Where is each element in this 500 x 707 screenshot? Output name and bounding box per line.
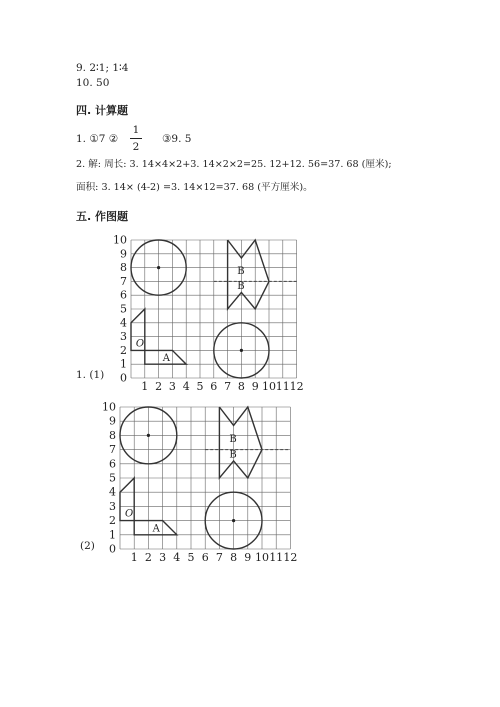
shape-b xyxy=(219,407,262,478)
x-tick-label: 4 xyxy=(182,380,190,393)
x-tick-label: 3 xyxy=(159,551,167,564)
y-tick-label: 7 xyxy=(120,274,127,288)
y-tick-label: 2 xyxy=(109,514,116,528)
x-tick-label: 8 xyxy=(237,380,245,393)
q2-perimeter: 2. 解: 周长: 3. 14×4×2+3. 14×2×2=25. 12+12. 56=37. 68 (厘米); xyxy=(76,159,392,170)
x-tick-label: 11 xyxy=(269,551,284,564)
y-tick-label: 1 xyxy=(120,357,127,371)
y-tick-label: 9 xyxy=(120,247,127,261)
circle-center-dot xyxy=(147,434,150,437)
q1-answer-suffix: ③9. 5 xyxy=(162,133,192,145)
y-tick-label: 6 xyxy=(109,457,116,471)
x-tick-label: 6 xyxy=(210,380,218,393)
x-tick-label: 2 xyxy=(144,551,152,564)
y-tick-label: 6 xyxy=(120,288,127,302)
point-o-label: O xyxy=(135,338,145,350)
x-tick-label: 7 xyxy=(224,380,232,393)
shape-b-label-top: B xyxy=(237,265,245,277)
q1-fraction-denominator: 2 xyxy=(132,141,140,153)
x-tick-label: 5 xyxy=(196,380,204,393)
q2-area: 面积: 3. 14× (4-2) =3. 14×12=37. 68 (平方厘米)。 xyxy=(76,182,313,193)
figure-2-label: (2) xyxy=(80,540,95,552)
point-o-label: O xyxy=(124,508,134,520)
shape-b-label-top: B xyxy=(229,433,237,445)
x-tick-label: 12 xyxy=(283,551,298,564)
circle-center-dot xyxy=(157,266,160,269)
y-tick-label: 5 xyxy=(109,471,116,485)
x-tick-label: 5 xyxy=(187,551,195,564)
y-tick-label: 8 xyxy=(109,428,116,442)
y-tick-label: 4 xyxy=(120,316,127,330)
section-4-title: 四. 计算题 xyxy=(76,104,129,117)
y-tick-label: 4 xyxy=(109,485,116,499)
x-tick-label: 8 xyxy=(230,551,238,564)
x-tick-label: 9 xyxy=(251,380,259,393)
circle-center-dot xyxy=(232,519,235,522)
y-tick-label: 1 xyxy=(109,528,116,542)
shape-b-label-bottom: B xyxy=(229,449,237,461)
shape-b xyxy=(228,240,269,309)
q1-fraction-numerator: 1 xyxy=(132,124,140,136)
x-tick-label: 1 xyxy=(141,380,149,393)
answer-line-10: 10. 50 xyxy=(76,77,110,89)
answer-line-9: 9. 2∶1; 1∶4 xyxy=(76,62,129,74)
y-tick-label: 3 xyxy=(120,330,127,344)
shape-a-label: A xyxy=(162,352,170,364)
y-tick-label: 10 xyxy=(102,400,116,414)
circle-center-dot xyxy=(240,349,243,352)
x-tick-label: 1 xyxy=(130,551,138,564)
y-tick-label: 3 xyxy=(109,499,116,513)
x-tick-label: 10 xyxy=(255,551,269,564)
x-tick-label: 2 xyxy=(155,380,163,393)
shape-a-label: A xyxy=(152,523,160,535)
x-tick-label: 12 xyxy=(289,380,304,393)
grid-figure-2-group xyxy=(102,401,297,565)
y-tick-label: 0 xyxy=(120,371,127,385)
y-tick-label: 5 xyxy=(120,302,127,316)
x-tick-label: 6 xyxy=(201,551,209,564)
y-tick-label: 0 xyxy=(109,542,116,556)
x-tick-label: 11 xyxy=(275,380,290,393)
shape-b-label-bottom: B xyxy=(237,280,245,292)
x-tick-label: 10 xyxy=(262,380,276,393)
x-tick-label: 3 xyxy=(168,380,176,393)
y-tick-label: 8 xyxy=(120,261,127,275)
y-tick-label: 10 xyxy=(113,233,127,247)
x-tick-label: 4 xyxy=(173,551,181,564)
section-5-title: 五. 作图题 xyxy=(76,210,129,223)
x-tick-label: 9 xyxy=(244,551,252,564)
x-tick-label: 7 xyxy=(215,551,223,564)
y-tick-label: 2 xyxy=(120,343,127,357)
y-tick-label: 9 xyxy=(109,414,116,428)
q1-answer-prefix: 1. ①7 ② xyxy=(76,133,119,145)
figure-1-label: 1. (1) xyxy=(76,369,105,381)
y-tick-label: 7 xyxy=(109,443,116,457)
grid-figure-1-group xyxy=(113,234,304,394)
